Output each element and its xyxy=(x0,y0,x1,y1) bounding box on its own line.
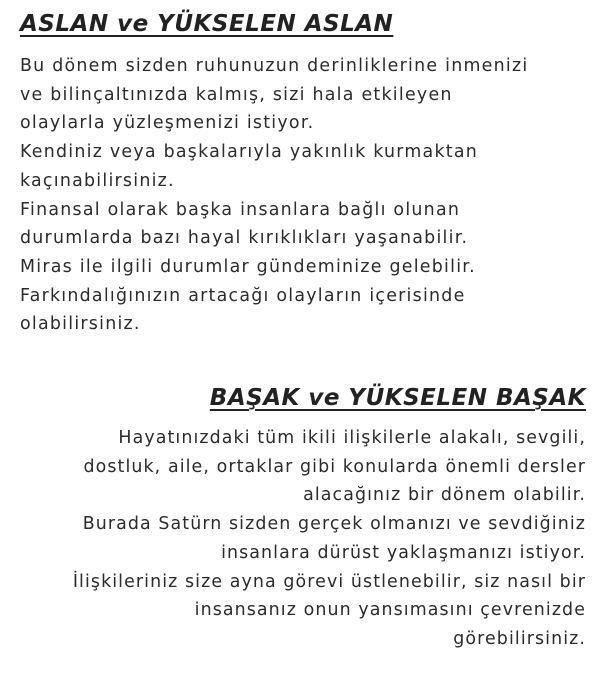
aslan-line: olabilirsiniz. xyxy=(20,314,141,335)
aslan-heading: ASLAN ve YÜKSELEN ASLAN xyxy=(20,11,394,37)
basak-line: insansanız onun yansımasını çevrenizde xyxy=(194,600,586,621)
basak-line: insanlara dürüst yaklaşmanızı istiyor. xyxy=(221,542,586,563)
aslan-line: Finansal olarak başka insanlara bağlı olunan xyxy=(20,199,461,220)
aslan-line: kaçınabilirsiniz. xyxy=(20,170,175,191)
basak-line: Burada Satürn sizden gerçek olmanızı ve sevdiğiniz xyxy=(82,514,586,535)
aslan-section xyxy=(0,8,610,339)
basak-body xyxy=(0,424,610,654)
basak-heading: BAŞAK ve YÜKSELEN BAŞAK xyxy=(209,385,586,411)
aslan-line: Farkındalığınızın artacağı olayların içerisinde xyxy=(20,285,466,306)
basak-line: alacağınız bir dönem olabilir. xyxy=(303,485,586,506)
aslan-line: Kendiniz veya başkalarıyla yakınlık kurmaktan xyxy=(20,142,479,163)
basak-line: görebilirsiniz. xyxy=(453,628,586,649)
aslan-line: Miras ile ilgili durumlar gündeminize gelebilir. xyxy=(20,256,476,277)
aslan-line: ve bilinçaltınızda kalmış, sizi hala etkileyen xyxy=(20,84,453,105)
basak-line: İlişkileriniz size ayna görevi üstlenebilir, siz nasıl bir xyxy=(72,571,586,592)
basak-section xyxy=(0,382,610,654)
basak-line: dostluk, aile, ortaklar gibi konularda önemli dersler xyxy=(83,456,586,477)
aslan-line: olaylarla yüzleşmenizi istiyor. xyxy=(20,113,315,134)
basak-line: Hayatınızdaki tüm ikili ilişkilerle alakalı, sevgili, xyxy=(118,428,586,448)
aslan-body xyxy=(0,52,610,339)
aslan-line: durumlarda bazı hayal kırıklıkları yaşanabilir. xyxy=(20,228,469,249)
aslan-line: Bu dönem sizden ruhunuzun derinliklerine inmenizi xyxy=(20,56,529,76)
